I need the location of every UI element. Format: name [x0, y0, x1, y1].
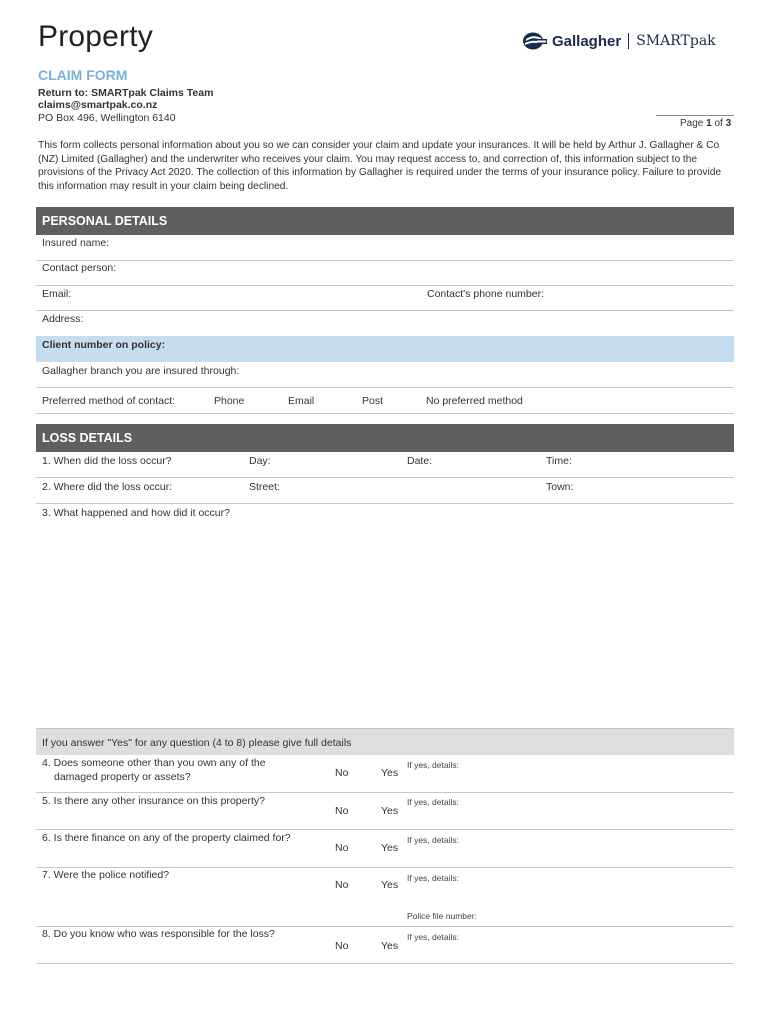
page-total: 3: [725, 118, 732, 129]
email-phone-field[interactable]: [36, 310, 734, 311]
day-label: Day:: [249, 455, 271, 467]
return-to: Return to: SMARTpak Claims Team: [38, 87, 214, 99]
q8-field[interactable]: [36, 963, 734, 964]
q4-yes-option[interactable]: Yes: [381, 767, 399, 779]
q1-label: 1. When did the loss occur?: [42, 455, 172, 467]
logo-divider: [628, 33, 629, 49]
contact-person-field[interactable]: [36, 285, 734, 286]
q6-no-option[interactable]: No: [335, 842, 349, 854]
q4-label-line2: damaged property or assets?: [54, 771, 191, 783]
insured-name-label: Insured name:: [42, 237, 110, 249]
page-indicator: [680, 118, 731, 129]
page-label: Page: [680, 118, 704, 129]
q6-details-label: If yes, details:: [407, 835, 459, 845]
q8-no-option[interactable]: No: [335, 940, 349, 952]
page-title: Property: [38, 20, 153, 53]
q4-no-option[interactable]: No: [335, 767, 349, 779]
q5-label: 5. Is there any other insurance on this property?: [42, 795, 265, 807]
q8-details-label: If yes, details:: [407, 932, 459, 942]
q5-yes-option[interactable]: Yes: [381, 805, 399, 817]
personal-details-heading: PERSONAL DETAILS: [36, 207, 734, 235]
page-indicator-line: [656, 115, 734, 116]
instruction-text: If you answer "Yes" for any question (4 to 8) please give full details: [42, 737, 352, 749]
q8-label: 8. Do you know who was responsible for the loss?: [42, 928, 275, 940]
privacy-statement: This form collects personal information about you so we can consider your claim and update your insurances. It will be held by Arthur J. Gallagher & Co (NZ) Limited (Gallagher) and the underwriter who receives your claim. You may request access to, and correction of, this information subject to the provisions of the Privacy Act 2020. The collection of this information by Gallagher is required under the terms of your insurance policy. Failure to provide this information may result in your claim being declined.: [38, 140, 722, 192]
loss-details-heading: LOSS DETAILS: [36, 424, 734, 452]
q4-field[interactable]: [36, 792, 734, 793]
client-number-label: Client number on policy:: [42, 339, 166, 351]
form-title: CLAIM FORM: [38, 67, 128, 83]
method-post-option[interactable]: Post: [362, 395, 384, 407]
q7-details-label: If yes, details:: [407, 873, 459, 883]
contact-phone-label: Contact's phone number:: [427, 288, 544, 300]
branch-label: Gallagher branch you are insured through:: [42, 365, 240, 377]
q6-label: 6. Is there finance on any of the property claimed for?: [42, 832, 291, 844]
method-none-option[interactable]: No preferred method: [426, 395, 523, 407]
q1-field[interactable]: [36, 477, 734, 478]
address-label: Address:: [42, 313, 84, 325]
q2-field[interactable]: [36, 503, 734, 504]
brand-name: Gallagher: [552, 32, 622, 50]
insured-name-field[interactable]: [36, 260, 734, 261]
claims-email: claims@smartpak.co.nz: [38, 99, 158, 111]
page-current: 1: [706, 118, 712, 129]
branch-field[interactable]: [36, 387, 734, 388]
gallagher-globe-icon: [522, 31, 548, 51]
date-label: Date:: [407, 455, 433, 467]
q5-no-option[interactable]: No: [335, 805, 349, 817]
q5-field[interactable]: [36, 829, 734, 830]
town-label: Town:: [546, 481, 574, 493]
sub-brand-name: SMARTpak: [636, 33, 716, 49]
method-email-option[interactable]: Email: [288, 395, 315, 407]
po-box: PO Box 496, Wellington 6140: [38, 112, 176, 124]
email-label: Email:: [42, 288, 72, 300]
time-label: Time:: [546, 455, 572, 467]
q6-yes-option[interactable]: Yes: [381, 842, 399, 854]
police-file-label: Police file number:: [407, 911, 477, 921]
q5-details-label: If yes, details:: [407, 797, 459, 807]
q2-label: 2. Where did the loss occur:: [42, 481, 173, 493]
q4-details-label: If yes, details:: [407, 760, 459, 770]
q7-no-option[interactable]: No: [335, 879, 349, 891]
q7-label: 7. Were the police notified?: [42, 869, 170, 881]
contact-person-label: Contact person:: [42, 262, 117, 274]
method-phone-option[interactable]: Phone: [214, 395, 245, 407]
q4-label-line1: 4. Does someone other than you own any of the: [42, 757, 266, 769]
q6-field[interactable]: [36, 867, 734, 868]
street-label: Street:: [249, 481, 280, 493]
q8-yes-option[interactable]: Yes: [381, 940, 399, 952]
page-of: of: [714, 118, 723, 129]
preferred-contact-divider: [36, 413, 734, 414]
q7-yes-option[interactable]: Yes: [381, 879, 399, 891]
preferred-contact-label: Preferred method of contact:: [42, 395, 176, 407]
gallagher-logo: [522, 30, 716, 52]
q3-label: 3. What happened and how did it occur?: [42, 507, 230, 519]
q7-field[interactable]: [36, 926, 734, 927]
